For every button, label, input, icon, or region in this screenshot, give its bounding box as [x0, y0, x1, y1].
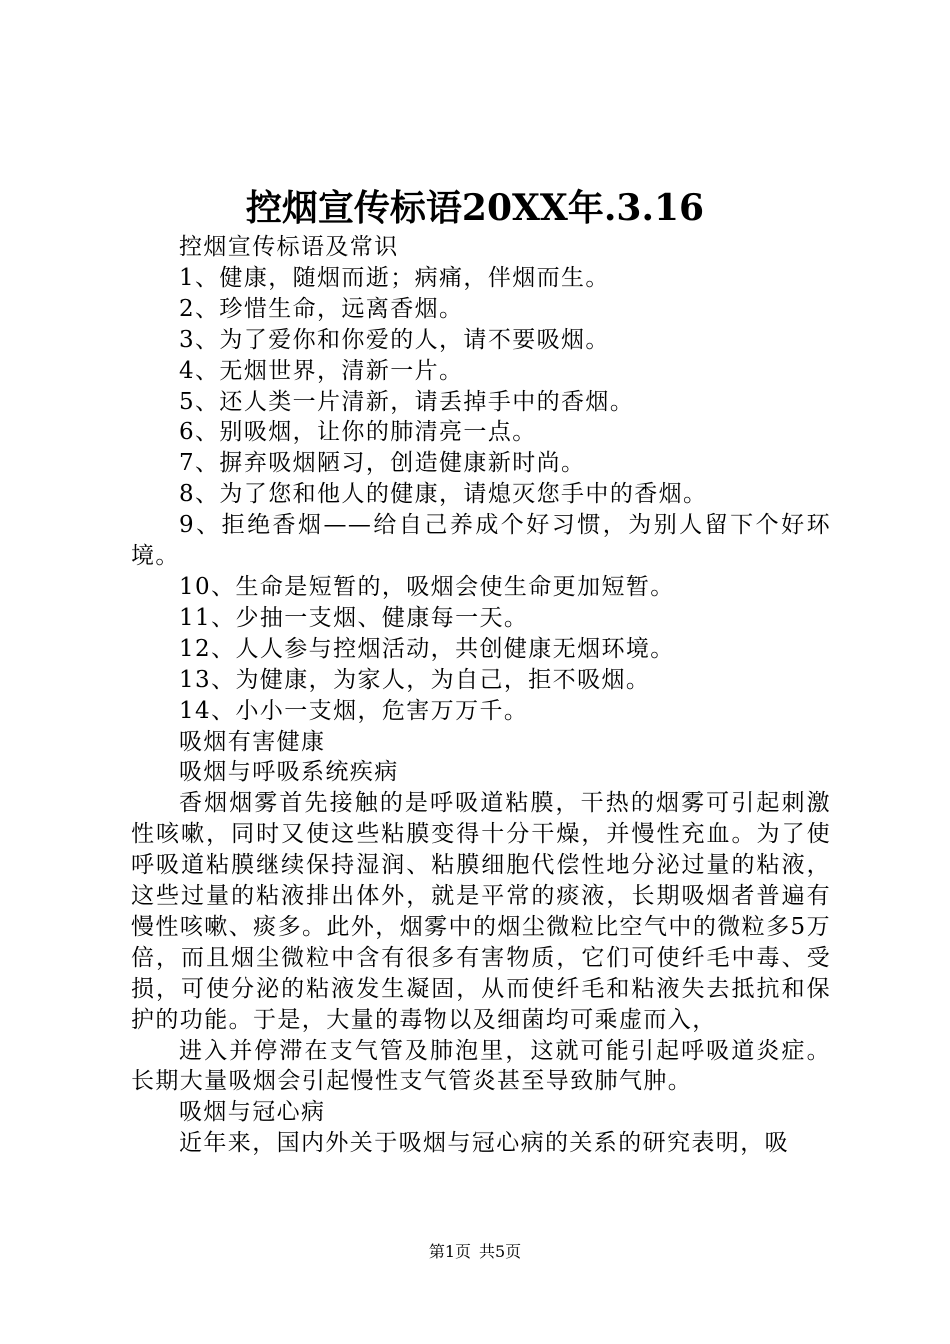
slogan-item: 14、小小一支烟，危害万万千。: [179, 697, 529, 724]
page-number: 第1页: [428, 1242, 471, 1261]
body-paragraph: 进入并停滞在支气管及肺泡里，这就可能引起呼吸道炎症。长期大量吸烟会引起慢性支气管炎甚至导致肺气肿。: [131, 1037, 831, 1095]
slogan-item: 4、无烟世界，清新一片。: [179, 357, 464, 384]
section-heading: 控烟宣传标语及常识: [179, 234, 399, 260]
slogan-item: 1、健康，随烟而逝；病痛，伴烟而生。: [179, 264, 610, 291]
slogan-item: 13、为健康，为家人，为自己，拒不吸烟。: [179, 666, 651, 693]
page-total: 共5页: [479, 1242, 522, 1261]
subsection-heading: 吸烟与冠心病: [179, 1099, 326, 1126]
slogan-item: 5、还人类一片清新，请丢掉手中的香烟。: [179, 388, 635, 415]
section-heading: 吸烟有害健康: [179, 728, 326, 755]
slogan-item: 3、为了爱你和你爱的人，请不要吸烟。: [179, 326, 610, 353]
subsection-heading: 吸烟与呼吸系统疾病: [179, 759, 399, 786]
slogan-item: 10、生命是短暂的，吸烟会使生命更加短暂。: [179, 573, 675, 600]
body-paragraph: 近年来，国内外关于吸烟与冠心病的关系的研究表明，吸: [179, 1130, 789, 1157]
slogan-item: 8、为了您和他人的健康，请熄灭您手中的香烟。: [179, 481, 708, 508]
slogan-item: 12、人人参与控烟活动，共创健康无烟环境。: [179, 635, 675, 662]
body-paragraph: 香烟烟雾首先接触的是呼吸道粘膜，干热的烟雾可引起刺激性咳嗽，同时又使这些粘膜变得十分干燥，并慢性充血。为了使呼吸道粘膜继续保持湿润、粘膜细胞代偿性地分泌过量的粘液，这些过量的粘液排出体外，就是平常的痰液，长期吸烟者普遍有慢性咳嗽、痰多。此外，烟雾中的烟尘微粒比空气中的微粒多5万倍，而且烟尘微粒中含有很多有害物质，它们可使纤毛中毒、受损，可使分泌的粘液发生凝固，从而使纤毛和粘液失去抵抗和保护的功能。于是，大量的毒物以及细菌均可乘虚而入，: [131, 790, 831, 1033]
slogan-item: 11、少抽一支烟、健康每一天。: [179, 604, 529, 631]
page-footer: [0, 1240, 950, 1264]
slogan-item: 9、拒绝香烟——给自己养成个好习惯，为别人留下个好环境。: [131, 512, 831, 570]
slogan-item: 6、别吸烟，让你的肺清亮一点。: [179, 419, 537, 446]
page-title: 控烟宣传标语20XX年.3.16: [245, 187, 705, 229]
slogan-item: 7、摒弃吸烟陋习，创造健康新时尚。: [179, 450, 586, 477]
slogan-item: 2、珍惜生命，远离香烟。: [179, 295, 464, 322]
document-body: [131, 232, 831, 1159]
